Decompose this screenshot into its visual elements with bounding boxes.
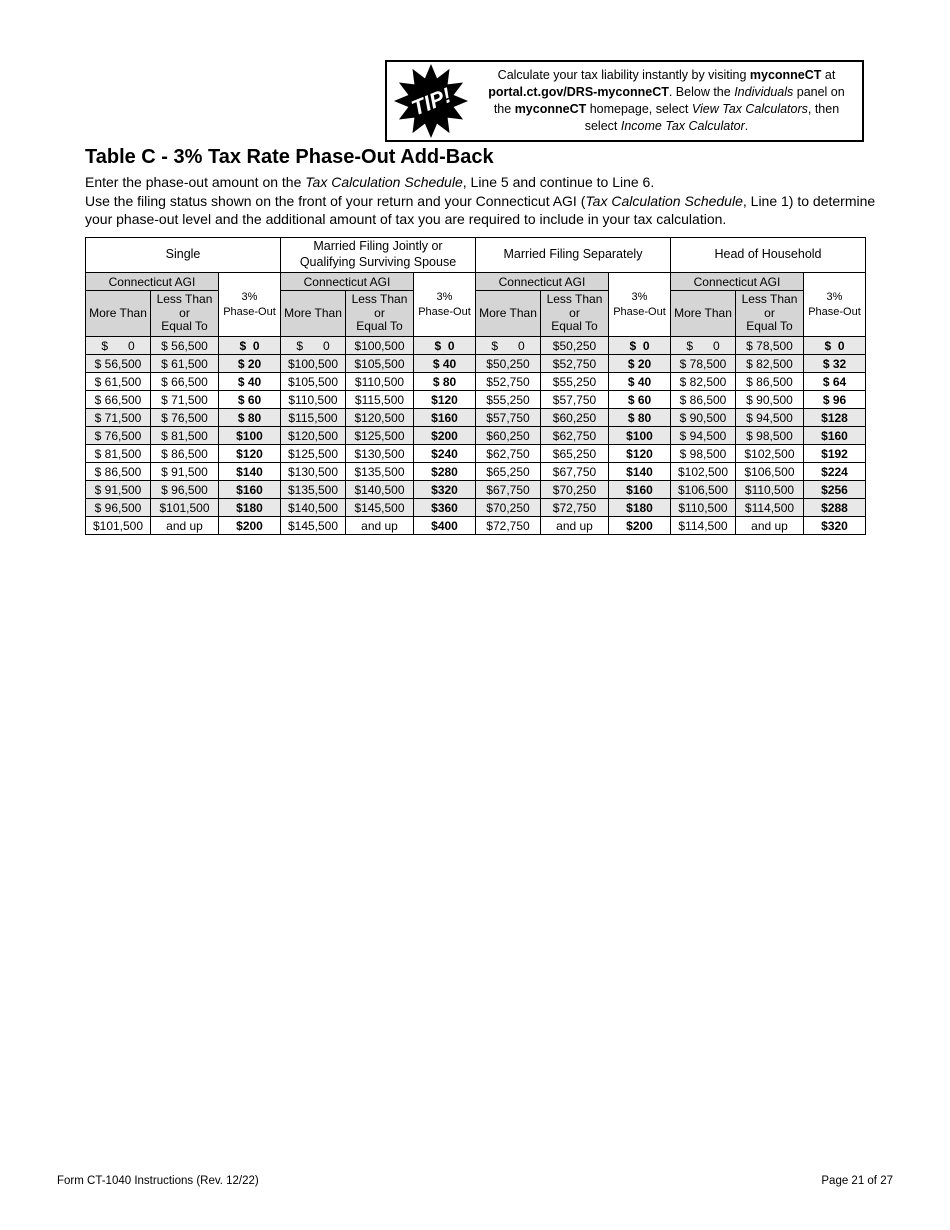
- agi-value: $130,500: [281, 463, 346, 481]
- agi-value: $65,250: [476, 463, 541, 481]
- table-row: [86, 463, 866, 481]
- agi-value: $ 66,500: [86, 391, 151, 409]
- agi-value: $70,250: [541, 481, 609, 499]
- more-than-column-header: More Than: [476, 291, 541, 337]
- phase-out-value: $180: [219, 499, 281, 517]
- agi-value: and up: [736, 517, 804, 535]
- phase-out-value: $140: [609, 463, 671, 481]
- phase-out-value: $ 60: [219, 391, 281, 409]
- phaseout-table-wrapper: [85, 237, 866, 535]
- phase-out-value: $160: [219, 481, 281, 499]
- phase-out-column-header: 3% Phase-Out: [804, 273, 866, 337]
- agi-value: $120,500: [281, 427, 346, 445]
- phase-out-value: $ 80: [414, 373, 476, 391]
- agi-value: $ 76,500: [151, 409, 219, 427]
- text-segment: portal.ct.gov/DRS-myconneCT: [488, 84, 669, 99]
- agi-value: $ 56,500: [151, 337, 219, 355]
- phase-out-value: $140: [219, 463, 281, 481]
- agi-value: $ 0: [281, 337, 346, 355]
- table-row: [86, 499, 866, 517]
- phase-out-column-header: 3% Phase-Out: [219, 273, 281, 337]
- agi-value: $145,500: [346, 499, 414, 517]
- agi-value: $ 71,500: [151, 391, 219, 409]
- table-row: [86, 355, 866, 373]
- text-segment: Tax Calculation Schedule: [305, 174, 463, 190]
- phase-out-value: $180: [609, 499, 671, 517]
- connecticut-agi-header: Connecticut AGI: [86, 273, 219, 291]
- phase-out-value: $200: [609, 517, 671, 535]
- filing-status-header: Married Filing Separately: [476, 238, 671, 273]
- agi-value: $102,500: [736, 445, 804, 463]
- phase-out-value: $100: [609, 427, 671, 445]
- text-segment: .: [744, 119, 749, 134]
- agi-value: $ 86,500: [671, 391, 736, 409]
- agi-value: $ 98,500: [671, 445, 736, 463]
- filing-status-header: Head of Household: [671, 238, 866, 273]
- agi-value: $ 81,500: [86, 445, 151, 463]
- phase-out-value: $ 80: [609, 409, 671, 427]
- phase-out-value: $ 40: [219, 373, 281, 391]
- phase-out-value: $224: [804, 463, 866, 481]
- agi-value: $102,500: [671, 463, 736, 481]
- agi-value: $62,750: [476, 445, 541, 463]
- agi-value: $70,250: [476, 499, 541, 517]
- agi-value: $ 91,500: [86, 481, 151, 499]
- connecticut-agi-header: Connecticut AGI: [671, 273, 804, 291]
- text-segment: Tax Calculation Schedule: [585, 193, 743, 209]
- agi-value: $ 0: [86, 337, 151, 355]
- agi-value: $100,500: [346, 337, 414, 355]
- text-segment: homepage, select: [586, 102, 692, 116]
- phase-out-value: $320: [804, 517, 866, 535]
- connecticut-agi-header: Connecticut AGI: [476, 273, 609, 291]
- table-row: [86, 427, 866, 445]
- less-than-column-header: Less Than or Equal To: [541, 291, 609, 337]
- table-head: [86, 238, 866, 337]
- phase-out-column-header: 3% Phase-Out: [414, 273, 476, 337]
- agi-value: $62,750: [541, 427, 609, 445]
- agi-value: $ 76,500: [86, 427, 151, 445]
- agi-value: $114,500: [671, 517, 736, 535]
- agi-value: $101,500: [151, 499, 219, 517]
- text-segment: Income Tax Calculator: [620, 119, 745, 134]
- agi-value: $ 56,500: [86, 355, 151, 373]
- agi-value: $140,500: [281, 499, 346, 517]
- agi-value: $106,500: [736, 463, 804, 481]
- phase-out-value: $ 80: [219, 409, 281, 427]
- phase-out-value: $280: [414, 463, 476, 481]
- phase-out-value: $160: [609, 481, 671, 499]
- phase-out-value: $160: [804, 427, 866, 445]
- tip-text-content: [478, 67, 855, 136]
- agi-value: $ 86,500: [736, 373, 804, 391]
- agi-value: $50,250: [541, 337, 609, 355]
- phase-out-value: $160: [414, 409, 476, 427]
- agi-value: and up: [346, 517, 414, 535]
- phase-out-value: $ 20: [219, 355, 281, 373]
- table-row: [86, 517, 866, 535]
- agi-value: $52,750: [541, 355, 609, 373]
- phase-out-value: $120: [219, 445, 281, 463]
- tip-text: [478, 62, 855, 140]
- agi-value: $114,500: [736, 499, 804, 517]
- intro-paragraph-1: [85, 173, 897, 191]
- text-segment: , Line 5 and continue to Line 6.: [462, 174, 655, 190]
- phase-out-value: $192: [804, 445, 866, 463]
- agi-value: $125,500: [346, 427, 414, 445]
- agi-value: and up: [541, 517, 609, 535]
- agi-value: $72,750: [541, 499, 609, 517]
- agi-value: $57,750: [476, 409, 541, 427]
- phase-out-value: $ 0: [804, 337, 866, 355]
- more-than-column-header: More Than: [86, 291, 151, 337]
- agi-value: $110,500: [736, 481, 804, 499]
- agi-value: $110,500: [281, 391, 346, 409]
- agi-value: $55,250: [541, 373, 609, 391]
- agi-value: $101,500: [86, 517, 151, 535]
- agi-value: $115,500: [346, 391, 414, 409]
- agi-value: $72,750: [476, 517, 541, 535]
- agi-value: $110,500: [671, 499, 736, 517]
- connecticut-agi-header: Connecticut AGI: [281, 273, 414, 291]
- agi-value: $130,500: [346, 445, 414, 463]
- agi-value: $ 0: [476, 337, 541, 355]
- filing-status-header: Married Filing Jointly or Qualifying Surviving Spouse: [281, 238, 476, 273]
- agi-value: $140,500: [346, 481, 414, 499]
- agi-value: $100,500: [281, 355, 346, 373]
- less-than-column-header: Less Than or Equal To: [346, 291, 414, 337]
- agi-value: $ 82,500: [671, 373, 736, 391]
- phaseout-table: [85, 237, 866, 535]
- table-row: [86, 373, 866, 391]
- agi-value: $135,500: [281, 481, 346, 499]
- phase-out-value: $ 0: [414, 337, 476, 355]
- table-row: [86, 409, 866, 427]
- agi-value: $ 61,500: [151, 355, 219, 373]
- phase-out-value: $320: [414, 481, 476, 499]
- text-segment: Calculate your tax liability instantly by visiting: [497, 67, 750, 82]
- phase-out-value: $ 64: [804, 373, 866, 391]
- footer-page-number: Page 21 of 27: [821, 1175, 893, 1187]
- agi-value: $ 86,500: [151, 445, 219, 463]
- agi-value: $55,250: [476, 391, 541, 409]
- agi-value: $ 78,500: [736, 337, 804, 355]
- table-row: [86, 481, 866, 499]
- text-segment: , then select: [584, 102, 840, 134]
- section-title: Table C - 3% Tax Rate Phase-Out Add-Back: [85, 146, 494, 168]
- agi-value: $65,250: [541, 445, 609, 463]
- footer-form-id: Form CT-1040 Instructions (Rev. 12/22): [57, 1175, 259, 1187]
- text-segment: . Below the: [668, 84, 735, 99]
- agi-value: $120,500: [346, 409, 414, 427]
- text-segment: myconneCT: [514, 102, 587, 116]
- phase-out-value: $200: [414, 427, 476, 445]
- phase-out-value: $ 32: [804, 355, 866, 373]
- less-than-column-header: Less Than or Equal To: [736, 291, 804, 337]
- text-segment: myconneCT: [749, 67, 822, 82]
- phase-out-value: $ 0: [219, 337, 281, 355]
- phase-out-value: $256: [804, 481, 866, 499]
- agi-value: $ 71,500: [86, 409, 151, 427]
- agi-value: $105,500: [281, 373, 346, 391]
- phase-out-value: $288: [804, 499, 866, 517]
- agi-value: $57,750: [541, 391, 609, 409]
- agi-value: $ 61,500: [86, 373, 151, 391]
- agi-value: $145,500: [281, 517, 346, 535]
- agi-value: $50,250: [476, 355, 541, 373]
- phase-out-value: $360: [414, 499, 476, 517]
- phase-out-column-header: 3% Phase-Out: [609, 273, 671, 337]
- agi-value: $60,250: [476, 427, 541, 445]
- agi-value: $105,500: [346, 355, 414, 373]
- phase-out-value: $ 40: [414, 355, 476, 373]
- tip-star-label: TIP!: [408, 83, 455, 121]
- agi-value: $ 90,500: [671, 409, 736, 427]
- agi-value: $110,500: [346, 373, 414, 391]
- text-segment: View Tax Calculators: [691, 102, 808, 116]
- phase-out-value: $ 40: [609, 373, 671, 391]
- text-segment: panel on the: [493, 84, 845, 116]
- table-row: [86, 445, 866, 463]
- agi-value: $60,250: [541, 409, 609, 427]
- table-row: [86, 337, 866, 355]
- agi-value: $ 91,500: [151, 463, 219, 481]
- agi-value: and up: [151, 517, 219, 535]
- phase-out-value: $128: [804, 409, 866, 427]
- filing-status-header: Single: [86, 238, 281, 273]
- agi-value: $67,750: [541, 463, 609, 481]
- agi-value: $ 94,500: [736, 409, 804, 427]
- text-segment: Individuals: [734, 84, 794, 99]
- agi-value: $ 66,500: [151, 373, 219, 391]
- agi-value: $67,750: [476, 481, 541, 499]
- agi-value: $52,750: [476, 373, 541, 391]
- intro-paragraph-2: [85, 192, 897, 228]
- table-body: [86, 337, 866, 535]
- phase-out-value: $200: [219, 517, 281, 535]
- text-segment: Use the filing status shown on the front of your return and your Connecticut AGI (: [85, 193, 586, 209]
- agi-value: $ 96,500: [151, 481, 219, 499]
- tip-starburst-icon: [392, 62, 470, 140]
- phase-out-value: $ 60: [609, 391, 671, 409]
- phase-out-value: $120: [609, 445, 671, 463]
- agi-value: $ 78,500: [671, 355, 736, 373]
- text-segment: , Line 1) to determine your phase-out level and the additional amount of tax you are required to include in your tax calculation.: [85, 193, 876, 228]
- text-segment: at: [821, 67, 836, 82]
- more-than-column-header: More Than: [281, 291, 346, 337]
- table-row: [86, 391, 866, 409]
- agi-value: $ 82,500: [736, 355, 804, 373]
- agi-value: $ 0: [671, 337, 736, 355]
- tip-box: [385, 60, 864, 142]
- agi-value: $ 81,500: [151, 427, 219, 445]
- phase-out-value: $ 96: [804, 391, 866, 409]
- agi-value: $115,500: [281, 409, 346, 427]
- agi-value: $ 94,500: [671, 427, 736, 445]
- phase-out-value: $ 20: [609, 355, 671, 373]
- agi-value: $ 90,500: [736, 391, 804, 409]
- less-than-column-header: Less Than or Equal To: [151, 291, 219, 337]
- phase-out-value: $100: [219, 427, 281, 445]
- agi-value: $125,500: [281, 445, 346, 463]
- agi-value: $135,500: [346, 463, 414, 481]
- agi-value: $106,500: [671, 481, 736, 499]
- text-segment: Enter the phase-out amount on the: [85, 174, 306, 190]
- phase-out-value: $ 0: [609, 337, 671, 355]
- agi-value: $ 98,500: [736, 427, 804, 445]
- more-than-column-header: More Than: [671, 291, 736, 337]
- phase-out-value: $240: [414, 445, 476, 463]
- phase-out-value: $400: [414, 517, 476, 535]
- phase-out-value: $120: [414, 391, 476, 409]
- agi-value: $ 86,500: [86, 463, 151, 481]
- agi-value: $ 96,500: [86, 499, 151, 517]
